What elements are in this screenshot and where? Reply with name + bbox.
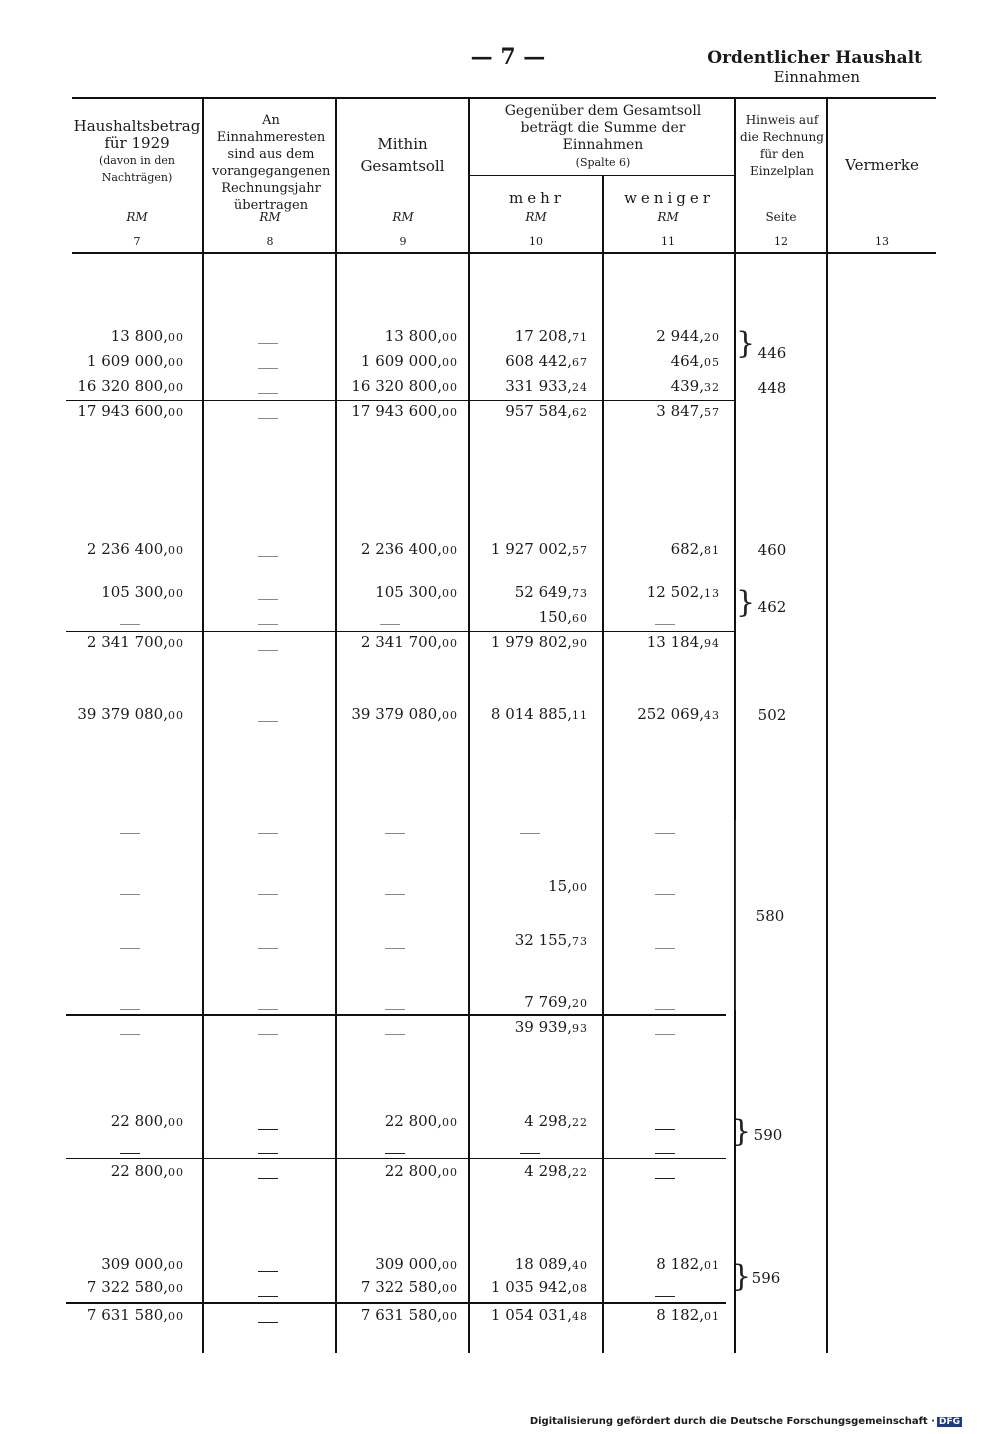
- cell-c10-row-17: 1 054 031,48: [490, 1306, 588, 1324]
- ref-590: 590: [753, 1126, 783, 1144]
- col-rule-3: [468, 98, 470, 1353]
- dash-16: [655, 833, 675, 834]
- dash-34: [655, 1129, 675, 1130]
- cell-c9-row-0: 13 800,00: [384, 327, 458, 345]
- dash-9: [120, 624, 140, 625]
- dash-2: [258, 393, 278, 394]
- ref-460: 460: [757, 541, 787, 559]
- cell-c11-row-8: 252 069,43: [637, 705, 720, 723]
- brace-590: }: [732, 1114, 752, 1149]
- cell-c10-row-1: 608 442,67: [505, 352, 588, 370]
- unit-col11: RM: [657, 210, 679, 224]
- dash-36: [258, 1153, 278, 1154]
- cell-c10-row-5: 52 649,73: [514, 583, 588, 601]
- dash-37: [385, 1153, 405, 1154]
- header-col10: mehr: [509, 189, 565, 207]
- section-title: Ordentlicher Haushalt: [707, 48, 922, 68]
- cell-c11-row-0: 2 944,20: [656, 327, 720, 345]
- dash-7: [258, 650, 278, 651]
- dash-20: [655, 894, 675, 895]
- dash-26: [258, 1009, 278, 1010]
- cell-c7-row-2: 16 320 800,00: [77, 377, 184, 395]
- cell-c9-row-15: 309 000,00: [375, 1255, 458, 1273]
- cell-c7-row-1: 1 609 000,00: [86, 352, 184, 370]
- cell-c10-row-7: 1 979 802,90: [490, 633, 588, 651]
- cell-c10-row-8: 8 014 885,11: [490, 705, 588, 723]
- cell-c9-row-17: 7 631 580,00: [360, 1306, 458, 1324]
- colnum-9: 9: [399, 235, 407, 248]
- header-col8: An Einnahmeresten sind aus dem vorangegangenen Rechnungsjahr übertragen: [212, 113, 331, 213]
- header-col7: Haushaltsbetrag für 1929 (davon in den Nachträgen): [73, 117, 201, 184]
- dash-1: [258, 368, 278, 369]
- cell-c7-row-4: 2 236 400,00: [86, 540, 184, 558]
- ref-596: 596: [751, 1269, 781, 1287]
- col-rule-5: [734, 98, 736, 1353]
- ref-502: 502: [757, 706, 787, 724]
- cell-c11-row-3: 3 847,57: [656, 402, 720, 420]
- dash-35: [120, 1153, 140, 1154]
- unit-col10: RM: [525, 210, 547, 224]
- colnum-13: 13: [875, 235, 889, 248]
- cell-c7-row-16: 7 322 580,00: [86, 1278, 184, 1296]
- dash-28: [655, 1009, 675, 1010]
- dash-25: [120, 1009, 140, 1010]
- dash-44: [655, 1296, 675, 1297]
- colnum-10: 10: [529, 235, 543, 248]
- dash-13: [258, 833, 278, 834]
- page-number: — 7 —: [470, 44, 546, 70]
- dash-45: [258, 1322, 278, 1323]
- dfg-logo: DFG: [938, 1417, 960, 1427]
- dash-3: [258, 418, 278, 419]
- cell-c7-row-0: 13 800,00: [110, 327, 184, 345]
- header-col12: Hinweis auf die Rechnung für den Einzelplan: [740, 113, 824, 178]
- brace-596: }: [732, 1259, 752, 1294]
- dash-8: [258, 721, 278, 722]
- cell-c10-row-16: 1 035 942,08: [490, 1278, 588, 1296]
- ref-448: 448: [757, 379, 787, 397]
- dash-29: [120, 1034, 140, 1035]
- col-rule-2: [335, 98, 337, 1353]
- cell-c9-row-4: 2 236 400,00: [360, 540, 458, 558]
- dash-15: [520, 833, 540, 834]
- cell-c9-row-8: 39 379 080,00: [351, 705, 458, 723]
- cell-c10-row-11: 7 769,20: [524, 993, 588, 1011]
- dash-21: [120, 948, 140, 949]
- colnum-12: 12: [774, 235, 788, 248]
- dash-14: [385, 833, 405, 834]
- cell-c10-row-0: 17 208,71: [514, 327, 588, 345]
- dash-43: [258, 1296, 278, 1297]
- cell-c7-row-3: 17 943 600,00: [77, 402, 184, 420]
- cell-c7-row-14: 22 800,00: [110, 1162, 184, 1180]
- header-group: Gegenüber dem Gesamtsoll beträgt die Summe der Einnahmen (Spalte 6): [504, 103, 702, 169]
- dash-32: [655, 1034, 675, 1035]
- dash-27: [385, 1009, 405, 1010]
- dash-22: [258, 948, 278, 949]
- cell-c9-row-3: 17 943 600,00: [351, 402, 458, 420]
- brace-462: }: [736, 585, 756, 620]
- dash-30: [258, 1034, 278, 1035]
- cell-c9-row-16: 7 322 580,00: [360, 1278, 458, 1296]
- sum-rule-2: [66, 631, 736, 632]
- dash-4: [258, 556, 278, 557]
- cell-c11-row-7: 13 184,94: [646, 633, 720, 651]
- dash-18: [258, 894, 278, 895]
- cell-c9-row-14: 22 800,00: [384, 1162, 458, 1180]
- cell-c9-row-1: 1 609 000,00: [360, 352, 458, 370]
- colnum-8: 8: [266, 235, 274, 248]
- col-rule-6: [826, 98, 828, 1353]
- cell-c10-row-4: 1 927 002,57: [490, 540, 588, 558]
- dash-5: [258, 599, 278, 600]
- dash-6: [258, 624, 278, 625]
- cell-c7-row-15: 309 000,00: [101, 1255, 184, 1273]
- ref-580: 580: [755, 907, 785, 925]
- dash-39: [655, 1153, 675, 1154]
- unit-col8: RM: [259, 210, 281, 224]
- cell-c9-row-13: 22 800,00: [384, 1112, 458, 1130]
- section-subtitle: Einnahmen: [773, 68, 860, 86]
- cell-c11-row-17: 8 182,01: [656, 1306, 720, 1324]
- sum-rule-1: [66, 400, 736, 401]
- sum-rule-4: [66, 1158, 726, 1159]
- dash-17: [120, 894, 140, 895]
- ref-446: 446: [757, 344, 787, 362]
- cell-c11-row-15: 8 182,01: [656, 1255, 720, 1273]
- dash-38: [520, 1153, 540, 1154]
- header-col9: Mithin Gesamtsoll: [360, 135, 445, 175]
- cell-c10-row-2: 331 933,24: [505, 377, 588, 395]
- dash-19: [385, 894, 405, 895]
- cell-c10-row-14: 4 298,22: [524, 1162, 588, 1180]
- cell-c10-row-10: 32 155,73: [514, 931, 588, 949]
- dash-24: [655, 948, 675, 949]
- cell-c10-row-15: 18 089,40: [514, 1255, 588, 1273]
- dash-10: [380, 624, 400, 625]
- header-col11: weniger: [624, 189, 714, 207]
- dash-42: [258, 1271, 278, 1272]
- dash-0: [258, 343, 278, 344]
- ref-462: 462: [757, 598, 787, 616]
- cell-c11-row-4: 682,81: [670, 540, 720, 558]
- dash-40: [258, 1178, 278, 1179]
- unit-col9: RM: [392, 210, 414, 224]
- brace-580-line: [735, 820, 736, 1010]
- colnum-7: 7: [133, 235, 141, 248]
- cell-c7-row-17: 7 631 580,00: [86, 1306, 184, 1324]
- cell-c9-row-2: 16 320 800,00: [351, 377, 458, 395]
- dash-23: [385, 948, 405, 949]
- col-rule-4: [602, 175, 604, 1353]
- cell-c7-row-13: 22 800,00: [110, 1112, 184, 1130]
- cell-c9-row-5: 105 300,00: [375, 583, 458, 601]
- unit-col7: RM: [126, 210, 148, 224]
- cell-c11-row-1: 464,05: [670, 352, 720, 370]
- colnum-11: 11: [661, 235, 675, 248]
- sum-rule-5: [66, 1302, 726, 1304]
- sum-rule-3: [66, 1014, 726, 1016]
- cell-c10-row-6: 150,60: [538, 608, 588, 626]
- cell-c7-row-7: 2 341 700,00: [86, 633, 184, 651]
- brace-446: }: [736, 326, 756, 361]
- cell-c9-row-7: 2 341 700,00: [360, 633, 458, 651]
- unit-col12: Seite: [765, 210, 797, 224]
- dash-41: [655, 1178, 675, 1179]
- header-col13: Vermerke: [845, 156, 919, 174]
- cell-c10-row-9: 15,00: [548, 877, 588, 895]
- footer-credit: Digitalisierung gefördert durch die Deutsche Forschungsgemeinschaft · DFG: [529, 1416, 960, 1427]
- col-rule-1: [202, 98, 204, 1353]
- cell-c7-row-5: 105 300,00: [101, 583, 184, 601]
- dash-11: [655, 624, 675, 625]
- cell-c7-row-8: 39 379 080,00: [77, 705, 184, 723]
- cell-c10-row-3: 957 584,62: [505, 402, 588, 420]
- cell-c10-row-12: 39 939,93: [514, 1018, 588, 1036]
- cell-c11-row-2: 439,32: [670, 377, 720, 395]
- dash-12: [120, 833, 140, 834]
- cell-c10-row-13: 4 298,22: [524, 1112, 588, 1130]
- dash-31: [385, 1034, 405, 1035]
- cell-c11-row-5: 12 502,13: [646, 583, 720, 601]
- dash-33: [258, 1129, 278, 1130]
